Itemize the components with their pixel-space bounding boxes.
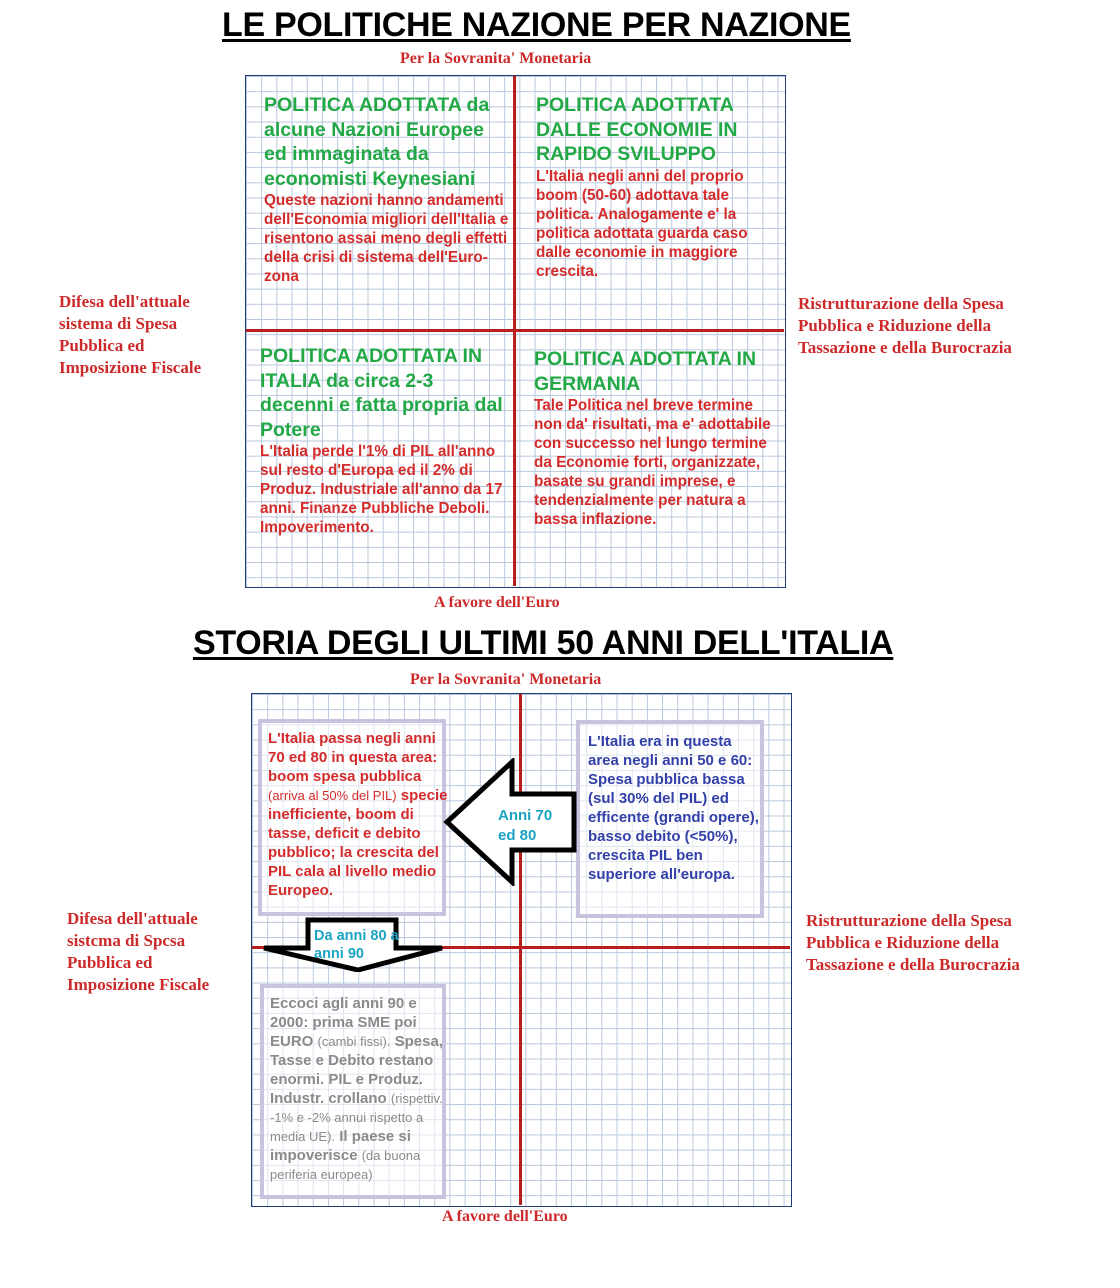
box-anni-70-80 <box>258 719 446 916</box>
top-quadrant-bottom-left <box>260 344 512 537</box>
box-text-note: (rispettiv. -1% e -2% annui rispetto a media UE). <box>270 1091 443 1144</box>
top-quadrant-top-right <box>536 93 771 281</box>
top-title: LE POLITICHE NAZIONE PER NAZIONE <box>222 6 851 44</box>
quadrant-heading: POLITICA ADOTTATA da alcune Nazioni Europee ed immaginata da economisti Keynesiani <box>264 94 490 190</box>
quadrant-text: Tale Politica nel breve termine non da' risultati, ma e' adottabile con successo nel lungo termine da Economie forti, organizzate, basate su grandi imprese, e tendenzialmente per natura a bassa inflazione. <box>534 397 771 528</box>
bottom-axis-right-label: Ristrutturazione della Spesa Pubblica e Riduzione della Tassazione e della Burocrazia <box>806 911 1020 974</box>
box-text-note: (arriva al 50% del PIL) <box>268 788 397 803</box>
quadrant-heading: POLITICA ADOTTATA DALLE ECONOMIE IN RAPIDO SVILUPPO <box>536 94 738 165</box>
box-text-note: (cambi fissi). <box>317 1034 391 1049</box>
top-horizontal-axis <box>246 329 784 332</box>
box-text-main: Spesa, Tasse e Debito restano enormi. PIL e Produz. Industr. crollano <box>270 1033 444 1107</box>
quadrant-text: Queste nazioni hanno andamenti dell'Economia migliori dell'Italia e risentono assai meno degli effetti della crisi di sistema dell'Euro-zona <box>264 192 509 285</box>
bottom-axis-left-label: Difesa dell'attuale sistcma di Spcsa Pubblica ed Imposizione Fiscale <box>67 909 210 994</box>
box-text-main: specie inefficiente, boom di tasse, deficit e debito pubblico; la crescita del PIL cala al livello medio Europeo. <box>268 787 448 899</box>
quadrant-text: L'Italia negli anni del proprio boom (50-60) adottava tale politica. Analogamente e' la politica adottata guarda caso dalle economie in maggiore crescita. <box>536 167 748 280</box>
box-text-note: (da buona periferia europea) <box>270 1148 421 1182</box>
top-axis-left-label: Difesa dell'attuale sistema di Spesa Pubblica ed Imposizione Fiscale <box>59 292 202 377</box>
top-axis-bottom-label: A favore dell'Euro <box>434 594 560 611</box>
quadrant-heading: POLITICA ADOTTATA IN GERMANIA <box>534 348 757 395</box>
bottom-title: STORIA DEGLI ULTIMI 50 ANNI DELL'ITALIA <box>193 624 894 662</box>
down-arrow-label: Da anni 80 a anni 90 <box>314 928 399 962</box>
bottom-axis-bottom-label: A favore dell'Euro <box>442 1208 568 1225</box>
left-arrow-label: Anni 70 ed 80 <box>498 807 553 844</box>
box-anni-90-2000 <box>260 984 446 1199</box>
top-axis-top-label: Per la Sovranita' Monetaria <box>400 50 592 67</box>
box-text-main: Eccoci agli anni 90 e 2000: prima SME poi EURO <box>270 995 417 1050</box>
box-anni-50-60 <box>576 720 764 918</box>
top-quadrant-top-left <box>264 93 509 286</box>
top-axis-right-label: Ristrutturazione della Spesa Pubblica e Riduzione della Tassazione e della Burocrazia <box>798 294 1012 357</box>
bottom-axis-top-label: Per la Sovranita' Monetaria <box>410 671 602 688</box>
box-text-main: L'Italia passa negli anni 70 ed 80 in questa area: boom spesa pubblica <box>268 730 438 785</box>
box-text-main: Il paese si impoverisce <box>270 1128 411 1164</box>
quadrant-text: L'Italia perde l'1% di PIL all'anno sul resto d'Europa ed il 2% di Produz. Industriale all'anno da 17 anni. Finanze Pubbliche Deboli. Impoverimento. <box>260 443 503 536</box>
box-text-main: L'Italia era in questa area negli anni 50 e 60: Spesa pubblica bassa (sul 30% del PIL) ed efficente (grandi opere), basso debito (<50%), crescita PIL ben superiore all'europa. <box>588 733 759 883</box>
top-quadrant-bottom-right <box>534 347 774 529</box>
quadrant-heading: POLITICA ADOTTATA IN ITALIA da circa 2-3 decenni e fatta propria dal Potere <box>260 345 503 441</box>
